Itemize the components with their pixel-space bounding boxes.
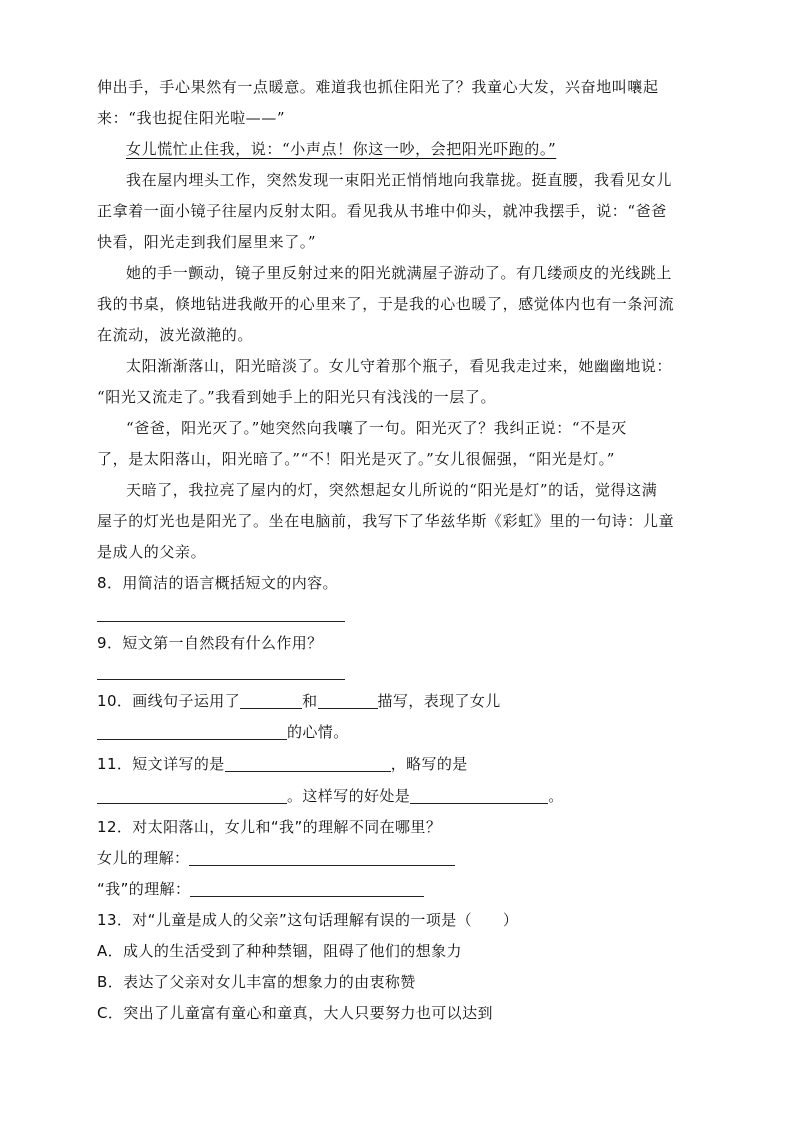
passage-line: 正拿着一面小镜子往屋内反射太阳。看见我从书堆中仰头，就冲我摆手，说：“爸爸	[97, 202, 667, 220]
passage-line: “爸爸，阳光灭了。”她突然向我嚷了一句。阳光灭了？我纠正说：“不是灭	[126, 419, 627, 437]
answer-blank-12a[interactable]	[189, 849, 455, 866]
answer-blank-12b[interactable]	[190, 880, 424, 897]
option-c[interactable]: C．突出了儿童富有童心和童真，大人只要努力也可以达到	[97, 1004, 493, 1022]
question-10-text-c: 描写，表现了女儿	[377, 692, 501, 710]
question-11-text-c: 。这样写的好处是	[287, 787, 411, 805]
passage-line: 伸出手，手心果然有一点暖意。难道我也抓住阳光了？我童心大发，兴奋地叫嚷起	[97, 78, 659, 96]
answer-blank-9[interactable]	[97, 679, 345, 680]
answer-blank-11a[interactable]	[225, 755, 391, 772]
question-10-line2	[97, 722, 794, 742]
question-11-text-a: 11．短文详写的是	[97, 755, 225, 773]
question-12-daughter	[97, 848, 794, 868]
passage-line: 屋子的灯光也是阳光了。坐在电脑前，我写下了华兹华斯《彩虹》里的一句诗：儿童	[97, 512, 675, 530]
answer-blank-11b[interactable]	[97, 787, 287, 804]
question-11-line1	[97, 754, 794, 774]
question-12-me	[97, 879, 794, 899]
daughter-understanding-label: 女儿的理解：	[97, 849, 190, 867]
question-13: 13．对“儿童是成人的父亲”这句话理解有误的一项是（ ）	[97, 911, 519, 929]
question-10-line1	[97, 691, 794, 711]
question-10-text-d: 的心情。	[287, 723, 349, 741]
passage-line-underlined	[126, 139, 794, 159]
passage-line: 她的手一颤动，镜子里反射过来的阳光就满屋子游动了。有几缕顽皮的光线跳上	[126, 264, 673, 282]
passage-line: 是成人的父亲。	[97, 543, 207, 561]
answer-blank-10c[interactable]	[97, 723, 287, 740]
passage-line: 太阳渐渐落山，阳光暗淡了。女儿守着那个瓶子，看见我走过来，她幽幽地说：	[126, 357, 673, 375]
passage-line: “阳光又流走了。”我看到她手上的阳光只有浅浅的一层了。	[97, 388, 497, 406]
answer-blank-10a[interactable]	[240, 692, 302, 709]
passage-line: 天暗了，我拉亮了屋内的灯，突然想起女儿所说的“阳光是灯”的话，觉得这满	[126, 481, 658, 499]
question-11-text-d: 。	[548, 787, 564, 805]
passage-line: 我的书桌，倏地钻进我敞开的心里来了，于是我的心也暖了，感觉体内也有一条河流	[97, 295, 675, 313]
my-understanding-label: “我”的理解：	[97, 880, 191, 898]
option-b[interactable]: B．表达了父亲对女儿丰富的想象力的由衷称赞	[97, 973, 416, 991]
underlined-sentence: 女儿慌忙止住我，说：“小声点！你这一吵，会把阳光吓跑的。”	[126, 140, 557, 158]
question-8: 8．用简洁的语言概括短文的内容。	[97, 574, 338, 592]
answer-blank-8[interactable]	[97, 621, 345, 622]
passage-line: 快看，阳光走到我们屋里来了。”	[97, 233, 317, 251]
question-11-text-b: ，略写的是	[390, 755, 468, 773]
passage-line: 了，是太阳落山，阳光暗了。”“不！阳光是灭了。”女儿很倔强，“阳光是灯。”	[97, 450, 616, 468]
passage-line: 我在屋内埋头工作，突然发现一束阳光正悄悄地向我靠拢。挺直腰，我看见女儿	[126, 171, 673, 189]
passage-line: 在流动，波光潋滟的。	[97, 326, 254, 344]
passage-line: 来：“我也捉住阳光啦——”	[97, 109, 286, 127]
question-10-text-b: 和	[302, 692, 318, 710]
question-9: 9．短文第一自然段有什么作用？	[97, 634, 323, 652]
question-10-text-a: 10．画线句子运用了	[97, 692, 241, 710]
answer-blank-11c[interactable]	[410, 787, 548, 804]
answer-blank-10b[interactable]	[318, 692, 378, 709]
option-a[interactable]: A．成人的生活受到了种种禁锢，阻碍了他们的想象力	[97, 942, 462, 960]
question-12: 12．对太阳落山，女儿和“我”的理解不同在哪里？	[97, 818, 442, 836]
question-11-line2	[97, 786, 794, 806]
